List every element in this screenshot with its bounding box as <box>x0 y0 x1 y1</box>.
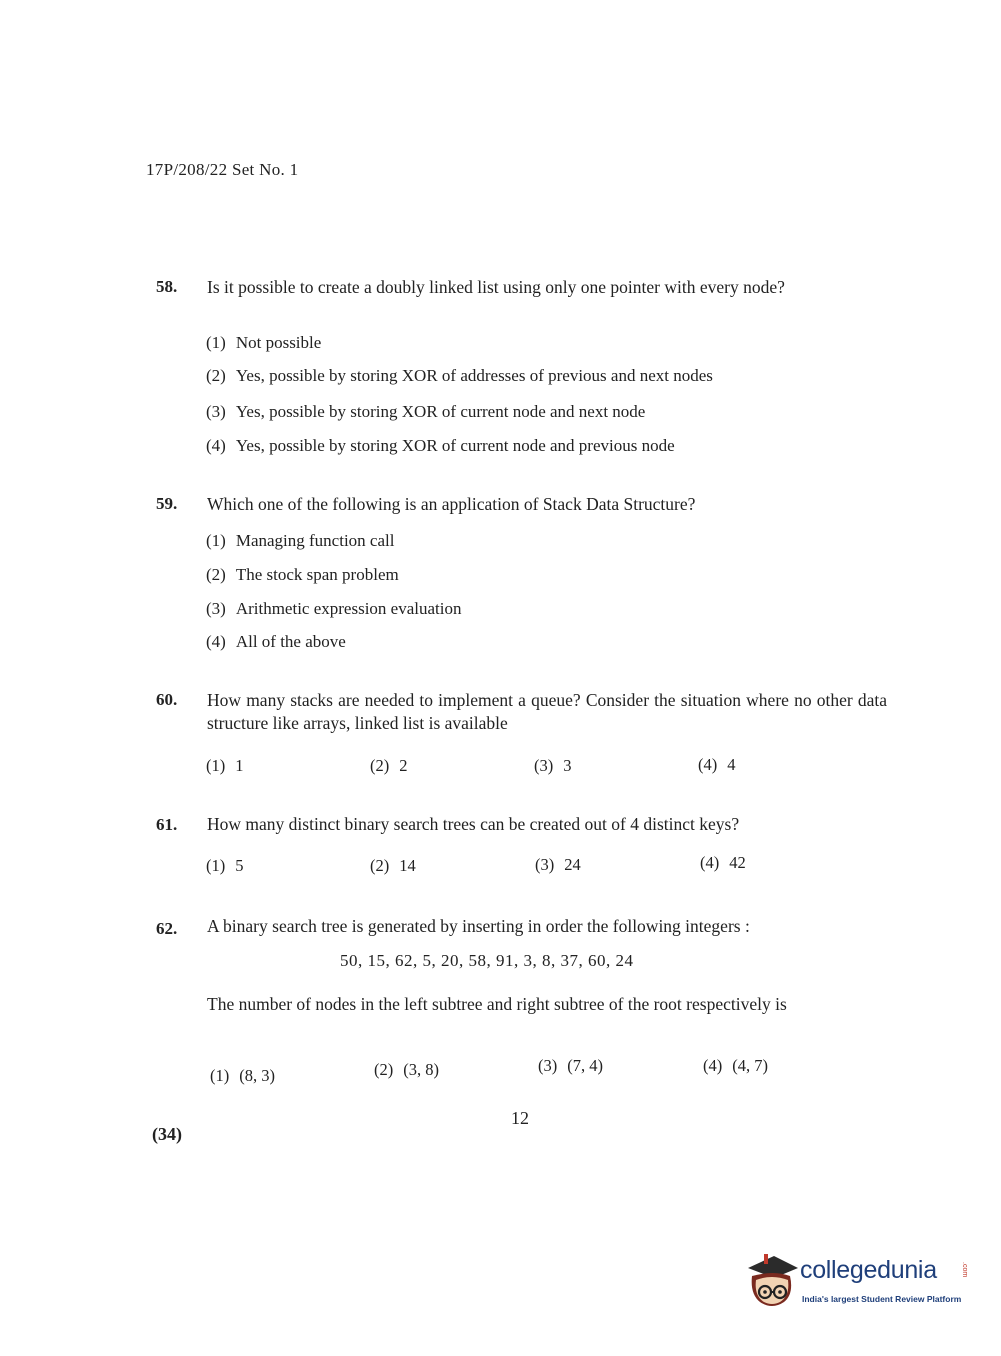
question-number: 58. <box>156 277 178 296</box>
question-text: How many stacks are needed to implement a queue? Consider the situation where no other data structure like arrays, linked list is available <box>207 690 887 733</box>
question-number: 61. <box>156 815 178 834</box>
logo-wordmark: collegedunia <box>800 1256 937 1284</box>
option: (2) 14 <box>370 856 416 875</box>
option: (4) All of the above <box>206 632 346 651</box>
option: (2) (3, 8) <box>374 1060 439 1079</box>
page-number: 12 <box>511 1108 529 1128</box>
option: (3) (7, 4) <box>538 1056 603 1075</box>
question-number: 62. <box>156 919 178 938</box>
option: (3) 24 <box>535 855 581 874</box>
option: (4) 42 <box>700 853 746 872</box>
question-text: A binary search tree is generated by inserting in order the following integers : <box>207 916 750 936</box>
integer-sequence: 50, 15, 62, 5, 20, 58, 91, 3, 8, 37, 60, 24 <box>340 951 634 970</box>
option: (2) Yes, possible by storing XOR of addresses of previous and next nodes <box>206 366 713 385</box>
option: (1) 1 <box>206 756 244 775</box>
question-text: How many distinct binary search trees can be created out of 4 distinct keys? <box>207 814 740 834</box>
option: (2) The stock span problem <box>206 565 399 584</box>
option: (4) (4, 7) <box>703 1056 768 1075</box>
collegedunia-logo <box>744 1250 974 1314</box>
question-text-continued: The number of nodes in the left subtree and right subtree of the root respectively is <box>207 994 787 1014</box>
option: (4) Yes, possible by storing XOR of current node and previous node <box>206 436 675 455</box>
option: (2) 2 <box>370 756 408 775</box>
option: (3) Yes, possible by storing XOR of current node and next node <box>206 402 646 421</box>
option: (3) Arithmetic expression evaluation <box>206 599 462 618</box>
option: (1) (8, 3) <box>210 1066 275 1085</box>
question-number: 60. <box>156 690 178 709</box>
option: (1) 5 <box>206 856 244 875</box>
logo-tagline: India's largest Student Review Platform <box>802 1294 962 1304</box>
question-number: 59. <box>156 494 178 513</box>
question-text: Is it possible to create a doubly linked list using only one pointer with every node? <box>207 277 785 297</box>
option: (3) 3 <box>534 756 572 775</box>
question-text: Which one of the following is an application of Stack Data Structure? <box>207 494 696 514</box>
booklet-code: (34) <box>152 1124 182 1144</box>
option: (1) Managing function call <box>206 531 395 550</box>
mascot-icon <box>744 1250 800 1314</box>
option: (1) Not possible <box>206 333 322 352</box>
set-number: 17P/208/22 Set No. 1 <box>146 160 299 179</box>
logo-domain: .com <box>961 1262 968 1278</box>
option: (4) 4 <box>698 755 736 774</box>
